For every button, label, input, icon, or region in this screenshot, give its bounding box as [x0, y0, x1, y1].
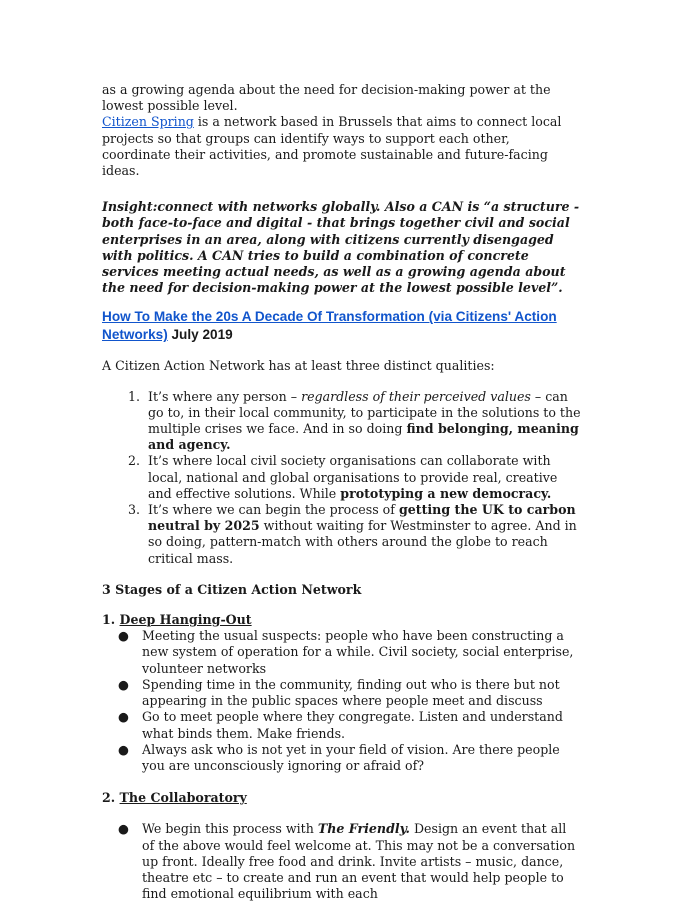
section2-spacer — [102, 806, 582, 821]
article-heading — [102, 308, 582, 344]
list-item: ● Spending time in the community, finding out who is there but not appearing in the public spaces where people meet and discuss — [118, 676, 560, 709]
bullet-icon: ● — [118, 676, 129, 692]
list-item: ● Go to meet people where they congregate. Listen and understand what binds them. Make friends. — [118, 709, 563, 741]
document-page — [102, 82, 582, 902]
bullet-icon: ● — [118, 709, 129, 725]
citizen-spring-link[interactable]: Citizen Spring — [102, 114, 194, 130]
list-item: ● Meeting the usual suspects: people who have been constructing a new system of operation for a while. Civil society, social enterprise, volunteer networks — [118, 628, 574, 676]
intro-paragraph: A Citizen Action Network has at least three distinct qualities: — [102, 358, 495, 374]
citizen-spring-text: is a network based in Brussels that aims to connect local projects so that groups can identify ways to support each other, coordinate their activities, and promote sustainable and future-facing ideas. — [102, 114, 562, 179]
section2-title: 2. The Collaboratory — [102, 790, 247, 806]
section1-title: 1. Deep Hanging-Out — [102, 612, 252, 628]
citizen-spring-paragraph — [102, 114, 582, 179]
section1-bullets — [102, 628, 582, 774]
article-link[interactable]: How To Make the 20s A Decade Of Transformation (via Citizens' Action Networks) — [102, 309, 557, 343]
bullet-icon: ● — [118, 821, 129, 837]
section2-bullets — [102, 821, 582, 902]
quality-item: 3. It’s where we can begin the process of getting the UK to carbon neutral by 2025 without waiting for Westminster to agree. And in so doing, pattern-match with others around the globe to reach critical mass. — [144, 502, 582, 567]
qualities-list — [102, 389, 582, 567]
stages-title: 3 Stages of a Citizen Action Network — [102, 581, 362, 597]
quality-item: 1. It’s where any person – regardless of their perceived values – can go to, in their local community, to participate in the solutions to the multiple crises we face. And in so doing find belonging, meaning and agency. — [144, 389, 582, 454]
article-date: July 2019 — [167, 327, 233, 343]
top-paragraph: as a growing agenda about the need for decision-making power at the lowest possible level. — [102, 82, 551, 114]
bullet-icon: ● — [118, 741, 129, 757]
quality-item: 2. It’s where local civil society organisations can collaborate with local, national and global organisations to provide real, creative and effective solutions. While prototyping a new democracy. — [144, 453, 582, 502]
bullet-icon: ● — [118, 628, 129, 644]
list-item: ● Always ask who is not yet in your field of vision. Are there people you are unconsciously ignoring or afraid of? — [118, 741, 560, 773]
list-item: ● We begin this process with The Friendly. Design an event that all of the above would feel welcome at. This may not be a conversation up front. Ideally free food and drink. Invite artists – music, dance, theatre etc – to create and run an event that would help people to find emotional equilibrium with each — [118, 821, 576, 902]
insight-paragraph: Insight:connect with networks globally. Also a CAN is “a structure - both face-to-face and digital - that brings together civil and social enterprises in an area, along with citizens currently disengaged with politics. A CAN tries to build a combination of concrete services meeting actual needs, as well as a growing agenda about the need for decision-making power at the lowest possible level”. — [102, 199, 580, 296]
